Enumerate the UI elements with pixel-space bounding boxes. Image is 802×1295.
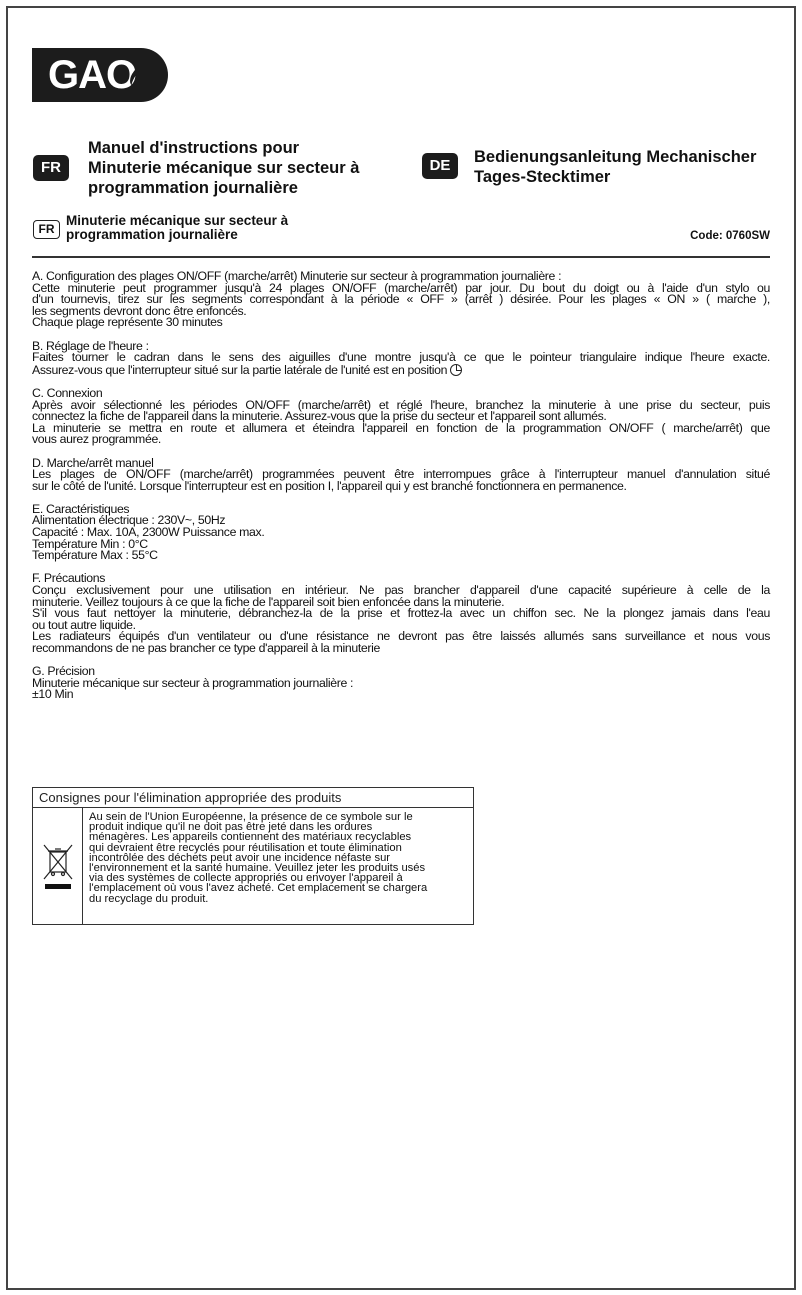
line: Température Max : 55°C [32, 548, 158, 563]
section-b [32, 338, 770, 377]
line: vous aurez programmée. [32, 432, 161, 447]
line: l'environnement et la santé humaine. Veuillez jeter les produits usés [89, 862, 426, 875]
line: Assurez-vous que l'interrupteur situé sur la partie latérale de l'unité est en position [32, 362, 448, 377]
line: Cette minuterie peut programmer jusqu'à 24 plages ON/OFF (marche/arrêt) par jour. Du bout du doigt ou à l'aide d'un stylo ou [32, 280, 770, 295]
section-title: D. Marche/arrêt manuel [32, 455, 154, 470]
line: connectez la fiche de l'appareil dans la minuterie. Assurez-vous que la prise du secteur et l'appareil sont allumés. [32, 409, 607, 424]
fr-title-line: Manuel d'instructions pour [88, 139, 300, 157]
sub-title-line: programmation journalière [66, 227, 238, 242]
line: ou tout autre liquide. [32, 617, 136, 632]
weee-bin-icon [33, 808, 83, 924]
fr-badge: FR [33, 155, 69, 181]
de-title [474, 147, 756, 187]
line: l'emplacement où vous l'avez acheté. Cet emplacement se chargera [89, 882, 428, 895]
fr-title-line: programmation journalière [88, 179, 298, 197]
product-code: Code: 0760SW [690, 230, 770, 242]
line: Température Min : 0°C [32, 536, 148, 551]
line: sur le côté de l'unité. Lorsque l'interrupteur est en position I, l'appareil qui y est branché fonctionnera en permanence. [32, 478, 627, 493]
fr-title-line: Minuterie mécanique sur secteur à [88, 159, 360, 177]
instructions-body [32, 271, 770, 713]
line: Au sein de l'Union Européenne, la présence de ce symbole sur le [89, 811, 413, 823]
section-a [32, 271, 770, 329]
line: Alimentation électrique : 230V~, 50Hz [32, 513, 226, 528]
line: S'il vous faut nettoyer la minuterie, débranchez-la de la prise et frottez-la avec un chiffon sec. Ne la plongez jamais dans l'eau [32, 606, 770, 621]
line: Faites tourner le cadran dans le sens des aiguilles d'une montre jusqu'à ce que le pointeur triangulaire indique l'heure exacte. [32, 350, 770, 365]
line: ±10 Min [32, 687, 74, 702]
de-title-line: Tages-Stecktimer [474, 168, 611, 186]
line: d'un tournevis, tirez sur les segments correspondant à la période « OFF » (arrêt ) désirée. Pour les plages « ON » ( marche ), [32, 292, 770, 307]
section-d [32, 455, 770, 493]
line: Capacité : Max. 10A, 2300W Puissance max. [32, 525, 265, 540]
disposal-box [32, 787, 474, 925]
clock-icon [450, 364, 462, 376]
line: produit indique qu'il ne doit pas être jeté dans les ordures [89, 821, 373, 834]
gao-logo [32, 48, 168, 102]
line: Les radiateurs équipés d'un ventilateur ou d'une résistance ne devront pas être laissés allumés sans surveillance et nous vous [32, 629, 770, 644]
line: qui devraient être recyclés pour réutilisation et toute élimination [89, 841, 402, 854]
section-title: G. Précision [32, 664, 95, 679]
line: du recyclage du produit. [89, 892, 209, 905]
line: via des systèmes de collecte appropriés ou envoyer l'appareil à [89, 872, 403, 885]
de-badge: DE [422, 153, 458, 179]
section-title: E. Caractéristiques [32, 501, 130, 516]
line: Chaque plage représente 30 minutes [32, 315, 223, 330]
divider [32, 256, 770, 258]
section-title: A. Configuration des plages ON/OFF (marche/arrêt) Minuterie sur secteur à programmation journalière : [32, 269, 562, 283]
section-title: B. Réglage de l'heure : [32, 338, 149, 353]
line: Après avoir sélectionné les périodes ON/OFF (marche/arrêt) et réglé l'heure, branchez la minuterie à une prise du secteur, puis [32, 397, 770, 412]
section-c [32, 385, 770, 447]
line: incontrôlée des déchets peut avoir une incidence néfaste sur [89, 851, 391, 864]
line: les segments devront donc être enfoncés. [32, 303, 247, 318]
fr-outline-badge: FR [33, 220, 60, 239]
sub-title [66, 214, 288, 242]
line: Conçu exclusivement pour une utilisation en intérieur. Ne pas brancher d'appareil d'une capacité supérieure à celle de la [32, 583, 770, 598]
brand-name: GAO [48, 53, 137, 97]
section-f [32, 573, 770, 654]
line: Minuterie mécanique sur secteur à programmation journalière : [32, 675, 354, 690]
de-title-line: Bedienungsanleitung Mechanischer [474, 148, 757, 166]
section-title: C. Connexion [32, 385, 103, 400]
section-title: F. Précautions [32, 571, 106, 586]
section-e [32, 501, 770, 563]
sub-title-line: Minuterie mécanique sur secteur à [66, 213, 289, 228]
disposal-title: Consignes pour l'élimination appropriée des produits [33, 788, 473, 808]
line: ménagères. Les appareils contiennent des matériaux recyclables [89, 831, 412, 844]
disposal-text [89, 812, 427, 904]
section-g [32, 666, 770, 701]
line: minuterie. Veillez toujours à ce que la fiche de l'appareil soit bien enfoncée dans la minuterie. [32, 594, 505, 609]
line: Les plages de ON/OFF (marche/arrêt) programmées peuvent être interrompues grâce à l'interrupteur manuel d'annulation situé [32, 467, 770, 482]
line: recommandons de ne pas brancher ce type d'appareil à la minuterie [32, 641, 381, 655]
fr-title [88, 138, 359, 198]
line: La minuterie se mettra en route et allumera et éteindra l'appareil en fonction de la programmation ON/OFF ( marche/arrêt) que [32, 420, 770, 435]
